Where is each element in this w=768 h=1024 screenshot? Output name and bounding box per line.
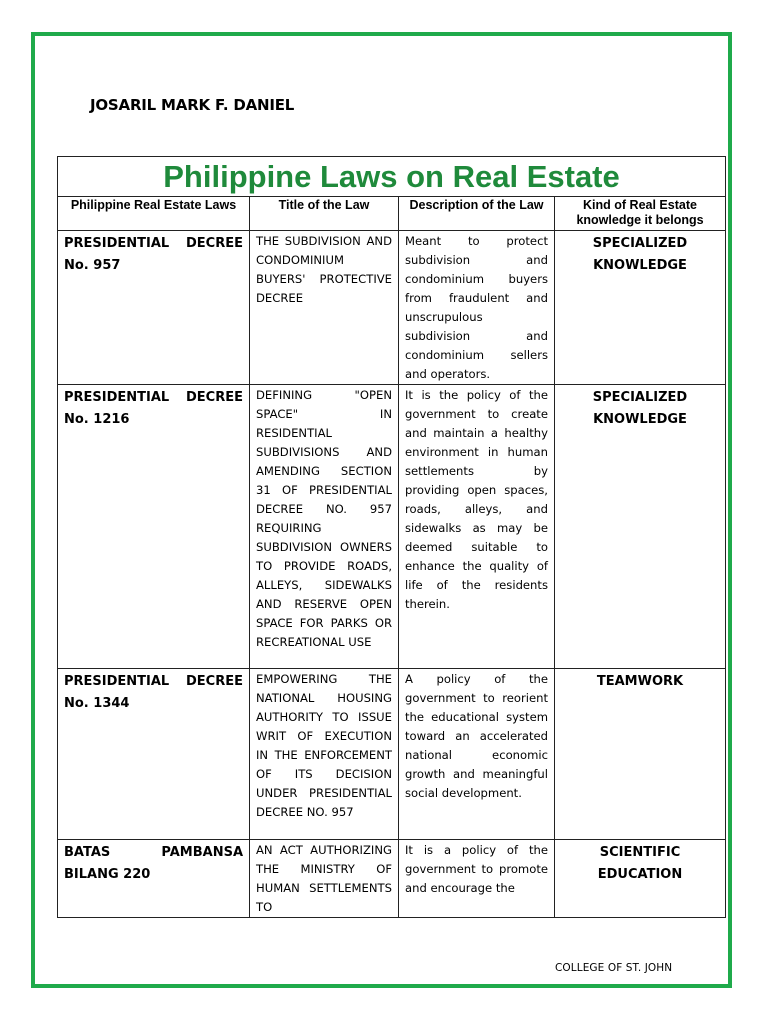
- header-title: Title of the Law: [250, 197, 399, 231]
- title-cell: EMPOWERING THE NATIONAL HOUSING AUTHORITY TO ISSUE WRIT OF EXECUTION IN THE ENFORCEMENT OF ITS DECISION UNDER PRESIDENTIAL DECREE NO. 957: [250, 669, 399, 840]
- kind-cell: SCIENTIFIC EDUCATION: [555, 840, 726, 918]
- table-row: [58, 669, 726, 840]
- table-title: Philippine Laws on Real Estate: [58, 157, 726, 197]
- title-cell: AN ACT AUTHORIZING THE MINISTRY OF HUMAN SETTLEMENTS TO: [250, 840, 399, 918]
- kind-cell: TEAMWORK: [555, 669, 726, 840]
- law-cell: PRESIDENTIAL DECREE No. 1344: [58, 669, 250, 840]
- table-row: [58, 231, 726, 385]
- description-cell: A policy of the government to reorient the educational system toward an accelerated national economic growth and meaningful social development.: [399, 669, 555, 840]
- law-cell: PRESIDENTIAL DECREE No. 957: [58, 231, 250, 385]
- law-cell: PRESIDENTIAL DECREE No. 1216: [58, 385, 250, 669]
- header-description: Description of the Law: [399, 197, 555, 231]
- author-name: JOSARIL MARK F. DANIEL: [90, 96, 295, 114]
- kind-cell: SPECIALIZED KNOWLEDGE: [555, 385, 726, 669]
- description-cell: It is the policy of the government to create and maintain a healthy environment in human settlements by providing open spaces, roads, alleys, and sidewalks as may be deemed suitable to enhance the quality of life of the residents therein.: [399, 385, 555, 669]
- description-cell: Meant to protect subdivision and condominium buyers from fraudulent and unscrupulous subdivision and condominium sellers and operators.: [399, 231, 555, 385]
- table-row: [58, 840, 726, 918]
- title-cell: DEFINING "OPEN SPACE" IN RESIDENTIAL SUBDIVISIONS AND AMENDING SECTION 31 OF PRESIDENTIAL DECREE NO. 957 REQUIRING SUBDIVISION OWNERS TO PROVIDE ROADS, ALLEYS, SIDEWALKS AND RESERVE OPEN SPACE FOR PARKS OR RECREATIONAL USE: [250, 385, 399, 669]
- kind-cell: SPECIALIZED KNOWLEDGE: [555, 231, 726, 385]
- table-header-row: [58, 197, 726, 231]
- table-row: [58, 385, 726, 669]
- header-kind: Kind of Real Estate knowledge it belongs: [555, 197, 726, 231]
- description-cell: It is a policy of the government to promote and encourage the: [399, 840, 555, 918]
- footer-institution: COLLEGE OF ST. JOHN: [555, 962, 673, 974]
- header-law: Philippine Real Estate Laws: [58, 197, 250, 231]
- law-cell: BATAS PAMBANSA BILANG 220: [58, 840, 250, 918]
- title-cell: THE SUBDIVISION AND CONDOMINIUM BUYERS' PROTECTIVE DECREE: [250, 231, 399, 385]
- laws-table: [57, 156, 726, 918]
